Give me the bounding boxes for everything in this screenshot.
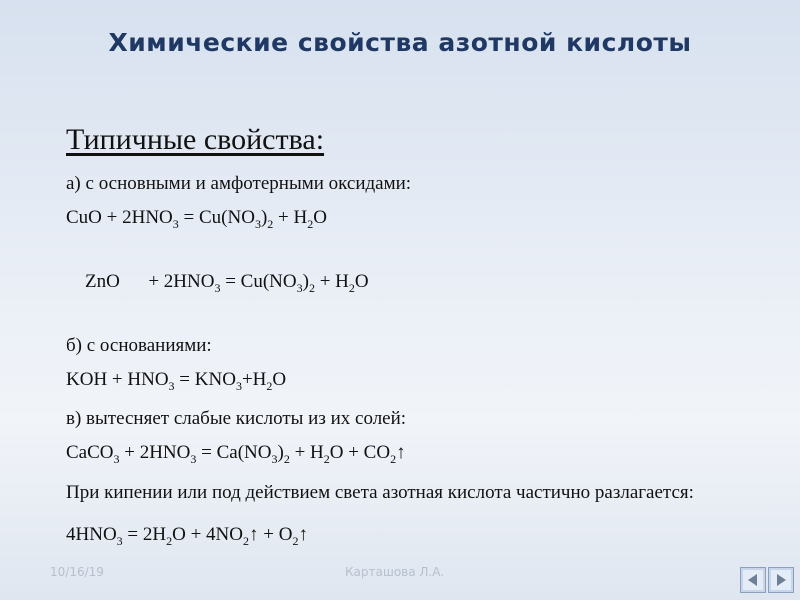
- footer-date: 10/16/19: [50, 565, 104, 579]
- footer-author: Карташова Л.А.: [345, 565, 445, 579]
- bases-label: б) с основаниями:: [66, 334, 212, 356]
- equation-caco3: CaCO$_3$ + $2HNO_3 = Ca(NO_3)_2 + H_2O$ + $CO_2↑$: [66, 442, 406, 467]
- triangle-left-icon: [745, 572, 761, 588]
- triangle-right-icon: [773, 572, 789, 588]
- slide-content: [66, 118, 766, 563]
- equation-decomposition: $4HNO_3 = 2H_2O$ + $4NO_2↑$ + $O_2↑$: [66, 524, 308, 548]
- slide-title: Химические свойства азотной кислоты: [108, 28, 692, 57]
- previous-slide-button[interactable]: [740, 567, 766, 593]
- section-heading: Типичные свойства:: [66, 123, 325, 156]
- equation-zno: ZnO + $2HNO_3 = Cu(NO_3)_2 + H_2O$: [85, 270, 369, 295]
- weak-acids-label: в) вытесняет слабые кислоты из их солей:: [66, 408, 407, 430]
- decomposition-text: При кипении или под действием света азотная кислота частично разлагается:: [66, 482, 694, 504]
- next-slide-button[interactable]: [768, 567, 794, 593]
- equation-cuo: CuO + $2HNO_3 = Cu(NO_3)_2 + H_2O$: [66, 207, 327, 231]
- oxides-label: а) с основными и амфотерными оксидами:: [66, 173, 412, 194]
- slide-navigation: [740, 567, 794, 593]
- equation-koh: KOH + $HNO_3 = KNO_3+H_2O$: [66, 368, 287, 393]
